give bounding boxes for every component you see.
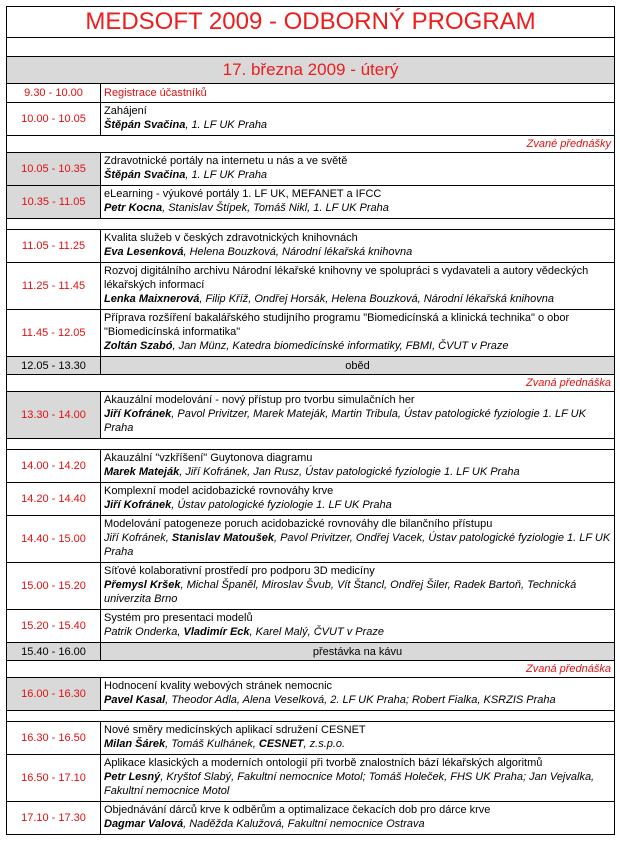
coauthors: , Karel Malý, ČVUT v Praze xyxy=(249,626,385,638)
presenter: Petr Kocna xyxy=(104,202,163,214)
talk-authors xyxy=(104,498,611,512)
talk-title: Akauzální modelování - nový přístup pro tvorbu simulačních her xyxy=(104,394,415,406)
time-cell: 10.00 - 10.05 xyxy=(7,103,101,136)
time-cell: 12.05 - 13.30 xyxy=(7,357,101,375)
talk-title: eLearning - výukové portály 1. LF UK, MEFANET a IFCC xyxy=(104,188,382,200)
talk-authors xyxy=(104,118,611,132)
talk-title: Akauzální "vzkříšení" Guytonova diagramu xyxy=(104,452,313,464)
talk-title: Příprava rozšíření bakalářského studijního programu "Biomedicínská a klinická technika" o obor "Biomedicínská informatika" xyxy=(104,312,570,338)
presenter: Přemysl Kršek xyxy=(104,579,181,591)
program-item xyxy=(101,678,615,711)
coauthors: , Ústav patologické fyziologie 1. LF UK Praha xyxy=(171,499,392,511)
program-item xyxy=(101,263,615,310)
program-item xyxy=(101,103,615,136)
program-item xyxy=(101,755,615,802)
time-cell: 11.25 - 11.45 xyxy=(7,263,101,310)
program-item xyxy=(101,392,615,439)
program-table xyxy=(6,6,615,835)
talk-title: Objednávání dárců krve k odběrům a optimalizace čekacích dob pro dárce krve xyxy=(104,804,491,816)
coauthors: , Kryštof Slabý, Fakultní nemocnice Motol; Tomáš Holeček, FHS UK Praha; Jan Vejvalka, Fakultní nemocnice Motol xyxy=(104,771,595,797)
talk-title: Systém pro presentaci modelů xyxy=(104,612,253,624)
coauthors: Jiří Kofránek, xyxy=(104,532,172,544)
time-cell: 14.00 - 14.20 xyxy=(7,450,101,483)
talk-title: Kvalita služeb v českých zdravotnických knihovnách xyxy=(104,232,358,244)
talk-title: Nové směry medicínských aplikací sdružení CESNET xyxy=(104,724,366,736)
coauthors: , Naděžda Kalužová, Fakultní nemocnice Ostrava xyxy=(183,818,425,830)
presenter: Vladimír Eck xyxy=(183,626,250,638)
program-item xyxy=(101,310,615,357)
talk-title: Aplikace klasických a moderních ontologií při tvorbě znalostních bází lékařských algoritmů xyxy=(104,757,543,769)
session-title: Registrace účastníků xyxy=(101,84,615,103)
presenter: Milan Šárek xyxy=(104,738,166,750)
time-cell: 10.35 - 11.05 xyxy=(7,186,101,219)
talk-title: Komplexní model acidobazické rovnováhy krve xyxy=(104,485,334,497)
talk-title: Zdravotnické portály na internetu u nás a ve světě xyxy=(104,155,348,167)
talk-title: Hodnocení kvality webových stránek nemocnic xyxy=(104,680,333,692)
program-item xyxy=(101,186,615,219)
presenter: Dagmar Valová xyxy=(104,818,184,830)
coauthors: , Jan Münz, Katedra biomedicínské informatiky, FBMI, ČVUT v Praze xyxy=(172,340,509,352)
empty-row xyxy=(7,38,615,57)
time-cell: 9.30 - 10.00 xyxy=(7,84,101,103)
presenter: Pavel Kasal xyxy=(104,694,166,706)
talk-authors xyxy=(104,465,611,479)
coauthors: , Michal Španěl, Miroslav Švub, Vít Štancl, Ondřej Šiler, Radek Bartoň, Technická univerzita Brno xyxy=(104,579,577,605)
time-cell: 16.00 - 16.30 xyxy=(7,678,101,711)
coauthors: Patrik Onderka, xyxy=(104,626,184,638)
presenter: Stanislav Matoušek xyxy=(171,532,274,544)
talk-authors xyxy=(104,201,611,215)
coauthors: , Stanislav Štípek, Tomáš Nikl, 1. LF UK Praha xyxy=(162,202,389,214)
coauthors: , 1. LF UK Praha xyxy=(185,169,268,181)
talk-authors xyxy=(104,625,611,639)
talk-title: Síťové kolaborativní prostředí pro podporu 3D medicíny xyxy=(104,565,375,577)
presenter: Petr Lesný xyxy=(104,771,161,783)
program-item xyxy=(101,483,615,516)
program-item xyxy=(101,450,615,483)
program-item xyxy=(101,802,615,835)
invited-label: Zvaná přednáška xyxy=(7,661,615,678)
break-label: přestávka na kávu xyxy=(101,643,615,661)
coauthors: , 1. LF UK Praha xyxy=(185,119,268,131)
presenter: Jiří Kofránek xyxy=(104,499,172,511)
program-item xyxy=(101,722,615,755)
invited-label: Zvané přednášky xyxy=(7,136,615,153)
coauthors: , Tomáš Kulhánek, xyxy=(165,738,259,750)
time-cell: 15.40 - 16.00 xyxy=(7,643,101,661)
program-item xyxy=(101,516,615,563)
date-heading: 17. března 2009 - úterý xyxy=(7,57,615,84)
time-cell: 17.10 - 17.30 xyxy=(7,802,101,835)
time-cell: 11.45 - 12.05 xyxy=(7,310,101,357)
talk-authors xyxy=(104,407,611,435)
talk-authors xyxy=(104,817,611,831)
talk-authors xyxy=(104,737,611,751)
coauthors: , Filip Kříž, Ondřej Horsák, Helena Bouzková, Národní lékařská knihovna xyxy=(199,293,554,305)
talk-authors xyxy=(104,578,611,606)
program-item xyxy=(101,563,615,610)
time-cell: 13.30 - 14.00 xyxy=(7,392,101,439)
talk-title: Rozvoj digitálního archivu Národní lékařské knihovny ve spolupráci s vydavateli a autory vědeckých lékařských informací xyxy=(104,265,589,291)
presenter: Jiří Kofránek xyxy=(104,408,172,420)
time-cell: 14.40 - 15.00 xyxy=(7,516,101,563)
talk-title: Modelování patogeneze poruch acidobazické rovnováhy dle bilančního přístupu xyxy=(104,518,493,530)
program-item xyxy=(101,230,615,263)
talk-authors xyxy=(104,292,611,306)
page-title: MEDSOFT 2009 - ODBORNÝ PROGRAM xyxy=(7,7,615,38)
invited-label: Zvaná přednáška xyxy=(7,375,615,392)
program-item xyxy=(101,610,615,643)
time-cell: 16.30 - 16.50 xyxy=(7,722,101,755)
coauthors: , Pavol Privitzer, Ondřej Vacek, Ústav patologické fyziologie 1. LF UK Praha xyxy=(104,532,611,558)
talk-authors xyxy=(104,770,611,798)
coauthors: , Helena Bouzková, Národní lékařská knihovna xyxy=(183,246,413,258)
talk-title: Zahájení xyxy=(104,105,147,117)
talk-authors xyxy=(104,168,611,182)
break-label: oběd xyxy=(101,357,615,375)
presenter: Štěpán Svačina xyxy=(104,119,186,131)
time-cell: 15.00 - 15.20 xyxy=(7,563,101,610)
time-cell: 14.20 - 14.40 xyxy=(7,483,101,516)
program-item xyxy=(101,153,615,186)
coauthors: , Jiří Kofránek, Jan Rusz, Ústav patologické fyziologie 1. LF UK Praha xyxy=(179,466,520,478)
talk-authors xyxy=(104,531,611,559)
coauthors: , Pavol Privitzer, Marek Mateják, Martin Tribula, Ústav patologické fyziologie 1. LF UK Praha xyxy=(104,408,586,434)
coauthors: , Theodor Adla, Alena Veselková, 2. LF UK Praha; Robert Fialka, KSRZIS Praha xyxy=(165,694,556,706)
talk-authors xyxy=(104,693,611,707)
presenter: Zoltán Szabó xyxy=(104,340,173,352)
empty-row xyxy=(7,439,615,450)
presenter: Lenka Maixnerová xyxy=(104,293,200,305)
talk-authors xyxy=(104,339,611,353)
time-cell: 10.05 - 10.35 xyxy=(7,153,101,186)
empty-row xyxy=(7,711,615,722)
empty-row xyxy=(7,219,615,230)
organization: CESNET xyxy=(258,738,304,750)
time-cell: 11.05 - 11.25 xyxy=(7,230,101,263)
time-cell: 16.50 - 17.10 xyxy=(7,755,101,802)
presenter: Štěpán Svačina xyxy=(104,169,186,181)
talk-authors xyxy=(104,245,611,259)
presenter: Eva Lesenková xyxy=(104,246,184,258)
time-cell: 15.20 - 15.40 xyxy=(7,610,101,643)
presenter: Marek Mateják xyxy=(104,466,180,478)
coauthors: , z.s.p.o. xyxy=(303,738,346,750)
